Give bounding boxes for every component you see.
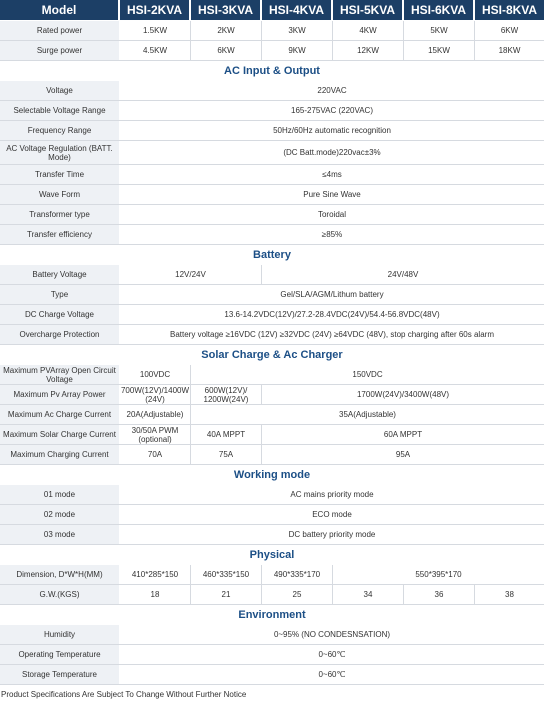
table-row bbox=[0, 585, 544, 605]
row-label: Maximum Ac Charge Current bbox=[0, 405, 120, 424]
cell: ≥85% bbox=[321, 230, 343, 239]
cell: 100VDC bbox=[120, 365, 191, 384]
cell: 40A MPPT bbox=[191, 425, 262, 444]
cell: 18KW bbox=[498, 46, 521, 55]
row-label: Dimension, D*W*H(MM) bbox=[0, 565, 120, 584]
row-label: 02 mode bbox=[0, 505, 120, 524]
row-label: Operating Temperature bbox=[0, 645, 120, 664]
row-label: Voltage bbox=[0, 81, 120, 100]
row-label: AC Voltage Regulation (BATT. Mode) bbox=[0, 141, 120, 164]
cell: 460*335*150 bbox=[191, 565, 262, 584]
table-row bbox=[0, 41, 544, 61]
row-label: Maximum Charging Current bbox=[0, 445, 120, 464]
cell: 0~95% (NO CONDESNSATION) bbox=[273, 630, 391, 639]
cell: 70A bbox=[120, 445, 191, 464]
table-row bbox=[0, 165, 544, 185]
cell: 60A MPPT bbox=[383, 430, 423, 439]
cell: 35A(Adjustable) bbox=[339, 410, 396, 419]
row-label: 01 mode bbox=[0, 485, 120, 504]
row-label: Transfer Time bbox=[0, 165, 120, 184]
table-row bbox=[0, 365, 544, 385]
table-row bbox=[0, 425, 544, 445]
cell: 95A bbox=[395, 450, 411, 459]
cell: AC mains priority mode bbox=[290, 490, 374, 499]
row-label: Overcharge Protection bbox=[0, 325, 120, 344]
table-row bbox=[0, 565, 544, 585]
cell: Pure Sine Wave bbox=[303, 190, 361, 199]
table-row bbox=[0, 101, 544, 121]
row-label: Maximum Pv Array Power bbox=[0, 385, 120, 404]
table-row bbox=[0, 505, 544, 525]
row-label: Transfer efficiency bbox=[0, 225, 120, 244]
row-label: Maximum PVArray Open Circuit Voltage bbox=[0, 365, 120, 384]
cell: 1700W(24V)/3400W(48V) bbox=[356, 390, 450, 399]
table-row bbox=[0, 21, 544, 41]
cell: 9KW bbox=[262, 41, 333, 60]
row-label: Transformer type bbox=[0, 205, 120, 224]
table-row bbox=[0, 445, 544, 465]
row-label: Storage Temperature bbox=[0, 665, 120, 684]
cell: 12V/24V bbox=[120, 265, 262, 284]
cell: Gel/SLA/AGM/Lithum battery bbox=[280, 290, 384, 299]
row-label: Type bbox=[0, 285, 120, 304]
cell: 150VDC bbox=[352, 370, 383, 379]
cell: 15KW bbox=[404, 41, 475, 60]
model-hsi-2kva: HSI-2KVA bbox=[120, 0, 191, 20]
cell: 3KW bbox=[262, 21, 333, 40]
cell: 6KW bbox=[191, 41, 262, 60]
cell: DC battery priority mode bbox=[288, 530, 376, 539]
table-row bbox=[0, 665, 544, 685]
row-label: 03 mode bbox=[0, 525, 120, 544]
cell: 410*285*150 bbox=[120, 565, 191, 584]
model-header-label: Model bbox=[0, 0, 120, 20]
cell: 2KW bbox=[191, 21, 262, 40]
table-row bbox=[0, 485, 544, 505]
cell: 490*335*170 bbox=[262, 565, 333, 584]
table-row bbox=[0, 185, 544, 205]
model-hsi-6kva: HSI-6KVA bbox=[404, 0, 475, 20]
cell: 36 bbox=[404, 585, 475, 604]
cell: (DC Batt.mode)220vac±3% bbox=[283, 148, 381, 157]
cell: 220VAC bbox=[317, 86, 347, 95]
table-row bbox=[0, 121, 544, 141]
row-label: Wave Form bbox=[0, 185, 120, 204]
section-title-solar: Solar Charge & Ac Charger bbox=[201, 349, 343, 361]
cell: 50Hz/60Hz automatic recognition bbox=[273, 126, 391, 135]
cell: 550*395*170 bbox=[415, 570, 462, 579]
cell: Battery voltage ≥16VDC (12V) ≥32VDC (24V) ≥64VDC (48V), stop charging after 60s alarm bbox=[170, 330, 494, 339]
model-hsi-8kva: HSI-8KVA bbox=[475, 0, 544, 20]
cell: Toroidal bbox=[317, 210, 346, 219]
table-row bbox=[0, 141, 544, 165]
table-row bbox=[0, 645, 544, 665]
table-row bbox=[0, 385, 544, 405]
table-row bbox=[0, 285, 544, 305]
section-title-ac: AC Input & Output bbox=[224, 65, 320, 77]
cell: 700W(12V)/1400W (24V) bbox=[120, 385, 190, 404]
model-hsi-3kva: HSI-3KVA bbox=[191, 0, 262, 20]
table-row bbox=[0, 81, 544, 101]
section-title-physical: Physical bbox=[249, 549, 295, 561]
section-title-working: Working mode bbox=[233, 469, 311, 481]
cell: 12KW bbox=[333, 41, 404, 60]
row-label: Maximum Solar Charge Current bbox=[0, 425, 120, 444]
cell: 38 bbox=[505, 590, 514, 599]
cell: 4KW bbox=[333, 21, 404, 40]
cell: 75A bbox=[191, 445, 262, 464]
cell: 165-275VAC (220VAC) bbox=[291, 106, 373, 115]
model-hsi-5kva: HSI-5KVA bbox=[333, 0, 404, 20]
footer-note: Product Specifications Are Subject To Change Without Further Notice bbox=[1, 690, 247, 699]
table-row bbox=[0, 305, 544, 325]
cell: ECO mode bbox=[312, 510, 352, 519]
cell: 24V/48V bbox=[387, 270, 419, 279]
table-row bbox=[0, 225, 544, 245]
cell: 6KW bbox=[500, 26, 519, 35]
cell: 18 bbox=[120, 585, 191, 604]
row-label: Humidity bbox=[0, 625, 120, 644]
cell: 1.5KW bbox=[120, 21, 191, 40]
table-row bbox=[0, 405, 544, 425]
cell: 4.5KW bbox=[120, 41, 191, 60]
section-title-environment: Environment bbox=[238, 609, 306, 621]
row-label: Surge power bbox=[0, 41, 120, 60]
table-row bbox=[0, 205, 544, 225]
model-header-row bbox=[0, 0, 544, 20]
cell: 21 bbox=[191, 585, 262, 604]
cell: 30/50A PWM (optional) bbox=[120, 425, 191, 444]
row-label: Frequency Range bbox=[0, 121, 120, 140]
row-label: Rated power bbox=[0, 21, 120, 40]
row-label: Selectable Voltage Range bbox=[0, 101, 120, 120]
cell: ≤4ms bbox=[322, 170, 342, 179]
cell: 20A(Adjustable) bbox=[120, 405, 191, 424]
cell: 25 bbox=[262, 585, 333, 604]
section-title-battery: Battery bbox=[253, 249, 291, 261]
table-row bbox=[0, 265, 544, 285]
model-hsi-4kva: HSI-4KVA bbox=[262, 0, 333, 20]
table-row bbox=[0, 325, 544, 345]
cell: 600W(12V)/ 1200W(24V) bbox=[191, 385, 262, 404]
cell: 0~60℃ bbox=[318, 670, 346, 679]
table-row bbox=[0, 625, 544, 645]
cell: 34 bbox=[333, 585, 404, 604]
row-label: DC Charge Voltage bbox=[0, 305, 120, 324]
table-row bbox=[0, 525, 544, 545]
cell: 0~60℃ bbox=[318, 650, 346, 659]
cell: 5KW bbox=[404, 21, 475, 40]
row-label: G.W.(KGS) bbox=[0, 585, 120, 604]
row-label: Battery Voltage bbox=[0, 265, 120, 284]
cell: 13.6-14.2VDC(12V)/27.2-28.4VDC(24V)/54.4-56.8VDC(48V) bbox=[224, 310, 440, 319]
